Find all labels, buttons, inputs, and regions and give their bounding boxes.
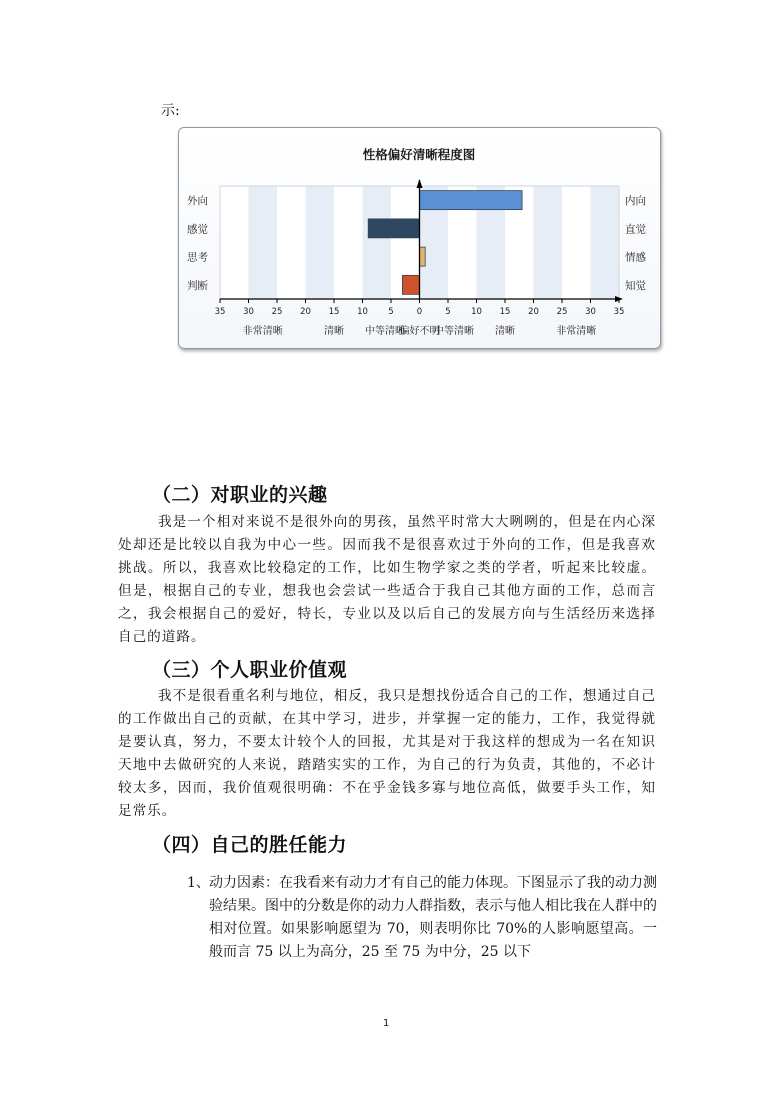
tick-label: 35 [214,307,226,317]
section-body-interest: 我是一个相对来说不是很外向的男孩，虽然平时常大大咧咧的，但是在内心深处却还是比较以自我为中心一些。因而我不是很喜欢过于外向的工作，但是我喜欢挑战。所以，我喜欢比较稳定的工作，比如生物学家之类的学者，听起来比较虚。但是，根据自己的专业，想我也会尝试一些适合于我自己其他方面的工作，总而言之，我会根据自己的爱好，特长，专业以及以后自己的发展方向与生活经历来选择自己的道路。 [118,514,656,645]
tick-label: 5 [388,307,394,317]
chart-band [534,186,563,299]
section-heading-values: （三）个人职业价值观 [152,659,348,681]
tick-label: 15 [328,307,340,317]
page-number: 1 [383,1018,390,1029]
tick-label: 10 [357,307,368,317]
section-heading-competence: （四）自己的胜任能力 [152,834,348,856]
chart-band [220,186,249,299]
clarity-label-3: 偏好不明 [399,326,440,337]
bar-1 [368,219,419,238]
bar-2 [420,247,426,266]
zero-axis-arrow [417,179,423,188]
chart-band [249,186,278,299]
chart-band [306,186,335,299]
tick-label: 20 [528,307,539,317]
list-item-number: 1、 [187,875,210,891]
clarity-label-0: 非常清晰 [242,326,283,337]
chart-band [334,186,363,299]
tick-label: 30 [585,307,596,317]
category-right-1: 直觉 [625,223,646,236]
chart-canvas [179,128,660,348]
lead-text: 示: [161,103,180,119]
tick-label: 0 [416,307,423,317]
clarity-label-1: 清晰 [324,326,344,337]
tick-label: 30 [243,307,254,317]
category-right-3: 知觉 [625,279,646,292]
chart-band [277,186,306,299]
tick-label: 25 [556,307,568,317]
category-left-1: 感觉 [187,223,208,236]
tick-label: 15 [499,307,511,317]
tick-label: 10 [471,307,482,317]
clarity-label-6: 非常清晰 [556,326,597,337]
section-heading-interest: （二）对职业的兴趣 [152,484,328,506]
category-left-0: 外向 [187,195,208,208]
bar-0 [420,191,523,210]
chart-band [562,186,591,299]
category-right-0: 内向 [625,195,646,208]
personality-chart [178,127,661,349]
bar-3 [402,275,419,294]
section-body-values: 我不是很看重名利与地位，相反，我只是想找份适合自己的工作，想通过自己的工作做出自己的贡献，在其中学习，进步，并掌握一定的能力，工作，我觉得就是要认真，努力，不要太计较个人的回报，尤其是对于我这样的想成为一名在知识天地中去做研究的人来说，踏踏实实的工作，为自己的行为负责，其他的，不必计较太多，因而，我价值观很明确：不在乎金钱多寡与地位高低，做要手头工作，知足常乐。 [118,688,656,819]
clarity-label-2: 中等清晰 [365,326,405,337]
chart-title: 性格偏好清晰程度图 [362,147,476,162]
tick-label: 35 [613,307,625,317]
chart-band [363,186,392,299]
category-left-3: 判断 [187,279,208,292]
tick-label: 25 [271,307,283,317]
clarity-label-5: 清晰 [495,326,515,337]
tick-label: 5 [445,307,451,317]
category-right-2: 情感 [625,251,646,264]
chart-band [591,186,620,299]
tick-label: 20 [300,307,311,317]
list-item-text: 动力因素：在我看来有动力才有自己的能力体现。下图显示了我的动力测验结果。图中的分数是你的动力人群指数，表示与他人相比我在人群中的相对位置。如果影响愿望为 70，则表明你比 70%的人影响愿望高。一般而言 75 以上为高分，25 至 75 为中分，25 以下 [209,875,657,960]
category-left-2: 思考 [187,251,208,264]
clarity-label-4: 中等清晰 [434,326,474,337]
